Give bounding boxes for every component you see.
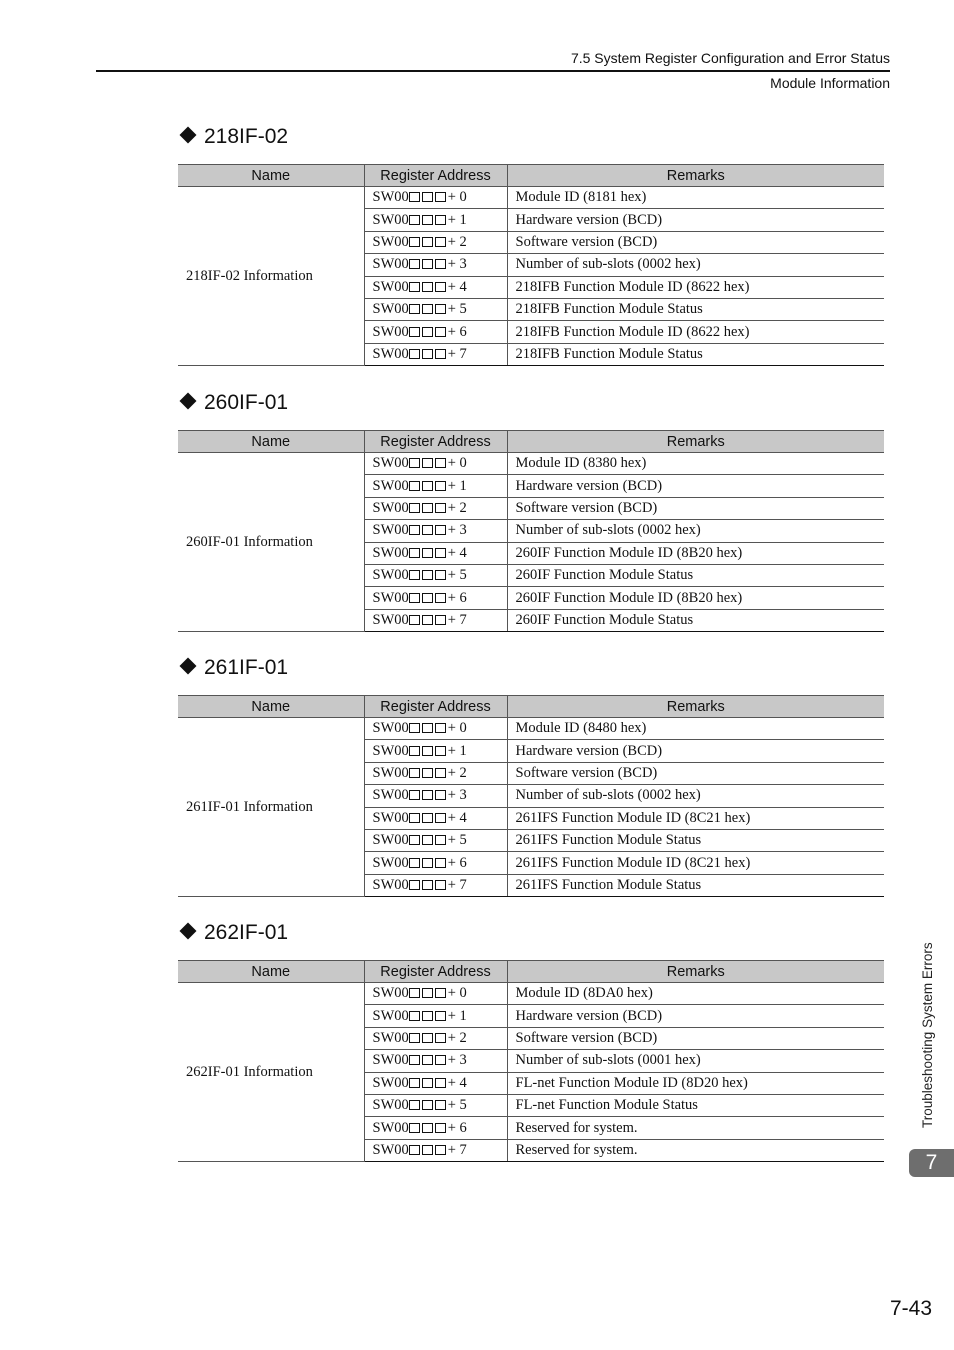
- address-prefix: SW00: [372, 455, 409, 472]
- placeholder-box-icon: [422, 615, 433, 625]
- placeholder-box-icon: [435, 813, 446, 823]
- address-offset: + 1: [447, 742, 467, 759]
- placeholder-box-icon: [435, 349, 446, 359]
- table-header-row: [178, 961, 884, 983]
- placeholder-box-icon: [422, 1145, 433, 1155]
- remarks-cell: 260IF Function Module Status: [507, 564, 884, 586]
- address-prefix: SW00: [372, 1119, 409, 1136]
- address-prefix: SW00: [372, 1074, 409, 1091]
- address-prefix: SW00: [372, 742, 409, 759]
- register-section: [178, 653, 884, 897]
- placeholder-box-icon: [422, 481, 433, 491]
- placeholder-box-icon: [422, 988, 433, 998]
- register-address-cell: [364, 321, 507, 343]
- address-prefix: SW00: [372, 256, 409, 273]
- placeholder-box-icon: [435, 548, 446, 558]
- address-prefix: SW00: [372, 1097, 409, 1114]
- placeholder-box-icon: [422, 1100, 433, 1110]
- remarks-column-header: Remarks: [507, 961, 884, 983]
- remarks-cell: Module ID (8480 hex): [507, 718, 884, 740]
- register-address-cell: [364, 564, 507, 586]
- placeholder-box-icon: [435, 525, 446, 535]
- placeholder-box-icon: [409, 746, 420, 756]
- header-subsection-title: Module Information: [770, 75, 890, 91]
- remarks-cell: FL-net Function Module ID (8D20 hex): [507, 1072, 884, 1094]
- section-title: 260IF-01: [204, 391, 289, 414]
- remarks-cell: Number of sub-slots (0002 hex): [507, 520, 884, 542]
- remarks-cell: Reserved for system.: [507, 1139, 884, 1161]
- placeholder-box-icon: [422, 1033, 433, 1043]
- remarks-cell: Module ID (8380 hex): [507, 453, 884, 475]
- register-address-cell: [364, 740, 507, 762]
- address-prefix: SW00: [372, 854, 409, 871]
- placeholder-box-icon: [409, 327, 420, 337]
- placeholder-box-icon: [422, 327, 433, 337]
- table-row: [178, 453, 884, 475]
- register-table: [178, 164, 884, 366]
- register-address-cell: [364, 785, 507, 807]
- placeholder-box-icon: [422, 813, 433, 823]
- address-prefix: SW00: [372, 985, 409, 1002]
- register-address-cell: [364, 852, 507, 874]
- placeholder-box-icon: [435, 593, 446, 603]
- placeholder-box-icon: [409, 349, 420, 359]
- placeholder-box-icon: [409, 259, 420, 269]
- name-column-header: Name: [178, 696, 364, 718]
- placeholder-box-icon: [422, 215, 433, 225]
- register-address-cell: [364, 807, 507, 829]
- remarks-cell: Software version (BCD): [507, 231, 884, 253]
- address-prefix: SW00: [372, 189, 409, 206]
- placeholder-box-icon: [435, 304, 446, 314]
- register-address-cell: [364, 343, 507, 365]
- placeholder-box-icon: [435, 880, 446, 890]
- address-offset: + 7: [447, 1141, 467, 1158]
- placeholder-box-icon: [435, 746, 446, 756]
- placeholder-box-icon: [409, 503, 420, 513]
- address-prefix: SW00: [372, 211, 409, 228]
- address-offset: + 3: [447, 522, 467, 539]
- placeholder-box-icon: [435, 1123, 446, 1133]
- address-offset: + 7: [447, 876, 467, 893]
- placeholder-box-icon: [435, 723, 446, 733]
- address-prefix: SW00: [372, 567, 409, 584]
- register-address-cell: [364, 1117, 507, 1139]
- placeholder-box-icon: [409, 768, 420, 778]
- placeholder-box-icon: [435, 327, 446, 337]
- placeholder-box-icon: [409, 570, 420, 580]
- table-row: [178, 187, 884, 209]
- address-offset: + 2: [447, 1029, 467, 1046]
- placeholder-box-icon: [422, 723, 433, 733]
- placeholder-box-icon: [409, 525, 420, 535]
- address-prefix: SW00: [372, 233, 409, 250]
- placeholder-box-icon: [435, 259, 446, 269]
- placeholder-box-icon: [409, 1055, 420, 1065]
- placeholder-box-icon: [435, 1078, 446, 1088]
- placeholder-box-icon: [409, 282, 420, 292]
- remarks-cell: Software version (BCD): [507, 497, 884, 519]
- address-offset: + 1: [447, 477, 467, 494]
- register-address-cell: [364, 298, 507, 320]
- remarks-cell: Reserved for system.: [507, 1117, 884, 1139]
- register-address-cell: [364, 231, 507, 253]
- placeholder-box-icon: [422, 259, 433, 269]
- chapter-side-label: Troubleshooting System Errors: [920, 942, 935, 1128]
- address-offset: + 6: [447, 854, 467, 871]
- remarks-cell: 260IF Function Module Status: [507, 609, 884, 631]
- placeholder-box-icon: [435, 215, 446, 225]
- address-offset: + 4: [447, 544, 467, 561]
- register-address-cell: [364, 1072, 507, 1094]
- section-heading: [178, 122, 884, 152]
- remarks-cell: Hardware version (BCD): [507, 740, 884, 762]
- register-table: [178, 960, 884, 1162]
- address-prefix: SW00: [372, 611, 409, 628]
- remarks-cell: 261IFS Function Module Status: [507, 829, 884, 851]
- address-offset: + 6: [447, 323, 467, 340]
- section-title: 218IF-02: [204, 125, 289, 148]
- placeholder-box-icon: [409, 835, 420, 845]
- register-section: [178, 122, 884, 366]
- placeholder-box-icon: [422, 880, 433, 890]
- remarks-cell: FL-net Function Module Status: [507, 1094, 884, 1116]
- address-offset: + 4: [447, 278, 467, 295]
- placeholder-box-icon: [435, 481, 446, 491]
- name-column-header: Name: [178, 165, 364, 187]
- module-name-cell: 262IF-01 Information: [178, 983, 364, 1162]
- placeholder-box-icon: [422, 1123, 433, 1133]
- header-section-title: 7.5 System Register Configuration and Error Status: [570, 50, 890, 66]
- remarks-cell: Software version (BCD): [507, 762, 884, 784]
- address-prefix: SW00: [372, 1052, 409, 1069]
- address-offset: + 2: [447, 233, 467, 250]
- address-offset: + 0: [447, 189, 467, 206]
- address-prefix: SW00: [372, 1029, 409, 1046]
- remarks-cell: Hardware version (BCD): [507, 209, 884, 231]
- address-offset: + 3: [447, 787, 467, 804]
- address-prefix: SW00: [372, 764, 409, 781]
- register-address-cell: [364, 475, 507, 497]
- placeholder-box-icon: [422, 790, 433, 800]
- remarks-cell: Hardware version (BCD): [507, 475, 884, 497]
- address-offset: + 3: [447, 256, 467, 273]
- placeholder-box-icon: [435, 615, 446, 625]
- remarks-cell: 218IFB Function Module ID (8622 hex): [507, 321, 884, 343]
- remarks-cell: 261IFS Function Module ID (8C21 hex): [507, 807, 884, 829]
- section-title: 262IF-01: [204, 921, 289, 944]
- placeholder-box-icon: [435, 858, 446, 868]
- placeholder-box-icon: [435, 237, 446, 247]
- address-prefix: SW00: [372, 876, 409, 893]
- register-address-column-header: Register Address: [364, 696, 507, 718]
- placeholder-box-icon: [422, 548, 433, 558]
- diamond-bullet-icon: [180, 127, 197, 144]
- placeholder-box-icon: [409, 880, 420, 890]
- placeholder-box-icon: [409, 1033, 420, 1043]
- section-title: 261IF-01: [204, 656, 289, 679]
- placeholder-box-icon: [422, 282, 433, 292]
- placeholder-box-icon: [435, 790, 446, 800]
- register-address-cell: [364, 1027, 507, 1049]
- page-number: 7-43: [889, 1297, 932, 1320]
- placeholder-box-icon: [409, 458, 420, 468]
- placeholder-box-icon: [435, 835, 446, 845]
- placeholder-box-icon: [422, 237, 433, 247]
- name-column-header: Name: [178, 431, 364, 453]
- address-offset: + 2: [447, 499, 467, 516]
- remarks-cell: 261IFS Function Module ID (8C21 hex): [507, 852, 884, 874]
- address-prefix: SW00: [372, 323, 409, 340]
- placeholder-box-icon: [435, 1100, 446, 1110]
- register-address-column-header: Register Address: [364, 961, 507, 983]
- placeholder-box-icon: [422, 1011, 433, 1021]
- register-address-cell: [364, 187, 507, 209]
- table-header-row: [178, 165, 884, 187]
- placeholder-box-icon: [435, 503, 446, 513]
- module-name-cell: 261IF-01 Information: [178, 718, 364, 897]
- placeholder-box-icon: [422, 593, 433, 603]
- address-offset: + 4: [447, 809, 467, 826]
- placeholder-box-icon: [435, 768, 446, 778]
- placeholder-box-icon: [422, 858, 433, 868]
- remarks-cell: Hardware version (BCD): [507, 1005, 884, 1027]
- name-column-header: Name: [178, 961, 364, 983]
- address-offset: + 5: [447, 567, 467, 584]
- placeholder-box-icon: [435, 458, 446, 468]
- remarks-cell: 218IFB Function Module Status: [507, 343, 884, 365]
- header-rule: [96, 70, 890, 72]
- address-prefix: SW00: [372, 278, 409, 295]
- table-header-row: [178, 431, 884, 453]
- address-offset: + 6: [447, 1119, 467, 1136]
- register-address-cell: [364, 520, 507, 542]
- remarks-cell: Software version (BCD): [507, 1027, 884, 1049]
- address-prefix: SW00: [372, 589, 409, 606]
- address-prefix: SW00: [372, 301, 409, 318]
- address-prefix: SW00: [372, 832, 409, 849]
- register-address-cell: [364, 874, 507, 896]
- placeholder-box-icon: [409, 858, 420, 868]
- register-address-cell: [364, 453, 507, 475]
- register-address-cell: [364, 1005, 507, 1027]
- address-prefix: SW00: [372, 1007, 409, 1024]
- remarks-cell: 260IF Function Module ID (8B20 hex): [507, 542, 884, 564]
- remarks-cell: 218IFB Function Module ID (8622 hex): [507, 276, 884, 298]
- placeholder-box-icon: [409, 1123, 420, 1133]
- placeholder-box-icon: [409, 481, 420, 491]
- placeholder-box-icon: [435, 988, 446, 998]
- register-address-cell: [364, 587, 507, 609]
- remarks-column-header: Remarks: [507, 696, 884, 718]
- address-offset: + 6: [447, 589, 467, 606]
- address-offset: + 4: [447, 1074, 467, 1091]
- address-offset: + 0: [447, 720, 467, 737]
- placeholder-box-icon: [422, 458, 433, 468]
- placeholder-box-icon: [409, 1078, 420, 1088]
- placeholder-box-icon: [409, 1011, 420, 1021]
- remarks-cell: Module ID (8181 hex): [507, 187, 884, 209]
- placeholder-box-icon: [435, 1055, 446, 1065]
- address-offset: + 5: [447, 301, 467, 318]
- section-heading: [178, 388, 884, 418]
- address-offset: + 3: [447, 1052, 467, 1069]
- address-offset: + 1: [447, 1007, 467, 1024]
- diamond-bullet-icon: [180, 393, 197, 410]
- placeholder-box-icon: [435, 570, 446, 580]
- address-offset: + 0: [447, 985, 467, 1002]
- register-address-cell: [364, 829, 507, 851]
- address-offset: + 7: [447, 611, 467, 628]
- remarks-cell: 260IF Function Module ID (8B20 hex): [507, 587, 884, 609]
- placeholder-box-icon: [422, 525, 433, 535]
- placeholder-box-icon: [435, 1033, 446, 1043]
- register-address-cell: [364, 1094, 507, 1116]
- placeholder-box-icon: [409, 1100, 420, 1110]
- table-row: [178, 983, 884, 1005]
- register-address-column-header: Register Address: [364, 431, 507, 453]
- address-offset: + 1: [447, 211, 467, 228]
- remarks-cell: Module ID (8DA0 hex): [507, 983, 884, 1005]
- remarks-cell: Number of sub-slots (0001 hex): [507, 1050, 884, 1072]
- placeholder-box-icon: [422, 746, 433, 756]
- table-header-row: [178, 696, 884, 718]
- diamond-bullet-icon: [180, 658, 197, 675]
- placeholder-box-icon: [409, 192, 420, 202]
- placeholder-box-icon: [422, 835, 433, 845]
- address-offset: + 0: [447, 455, 467, 472]
- address-prefix: SW00: [372, 787, 409, 804]
- remarks-cell: Number of sub-slots (0002 hex): [507, 254, 884, 276]
- address-prefix: SW00: [372, 544, 409, 561]
- placeholder-box-icon: [422, 503, 433, 513]
- register-address-cell: [364, 1050, 507, 1072]
- register-address-cell: [364, 762, 507, 784]
- remarks-cell: 218IFB Function Module Status: [507, 298, 884, 320]
- placeholder-box-icon: [409, 988, 420, 998]
- placeholder-box-icon: [422, 1055, 433, 1065]
- register-address-cell: [364, 609, 507, 631]
- placeholder-box-icon: [409, 215, 420, 225]
- placeholder-box-icon: [422, 349, 433, 359]
- placeholder-box-icon: [422, 192, 433, 202]
- address-offset: + 2: [447, 764, 467, 781]
- section-heading: [178, 653, 884, 683]
- register-address-cell: [364, 542, 507, 564]
- register-address-column-header: Register Address: [364, 165, 507, 187]
- section-heading: [178, 918, 884, 948]
- remarks-cell: Number of sub-slots (0002 hex): [507, 785, 884, 807]
- placeholder-box-icon: [435, 1011, 446, 1021]
- address-prefix: SW00: [372, 522, 409, 539]
- table-row: [178, 718, 884, 740]
- placeholder-box-icon: [409, 304, 420, 314]
- placeholder-box-icon: [409, 723, 420, 733]
- address-prefix: SW00: [372, 499, 409, 516]
- placeholder-box-icon: [409, 237, 420, 247]
- placeholder-box-icon: [422, 304, 433, 314]
- chapter-tab: 7: [909, 1149, 954, 1177]
- placeholder-box-icon: [422, 768, 433, 778]
- placeholder-box-icon: [435, 192, 446, 202]
- address-prefix: SW00: [372, 720, 409, 737]
- register-address-cell: [364, 497, 507, 519]
- register-section: [178, 918, 884, 1162]
- register-address-cell: [364, 254, 507, 276]
- placeholder-box-icon: [409, 1145, 420, 1155]
- register-address-cell: [364, 983, 507, 1005]
- address-prefix: SW00: [372, 345, 409, 362]
- module-name-cell: 260IF-01 Information: [178, 453, 364, 632]
- address-prefix: SW00: [372, 477, 409, 494]
- placeholder-box-icon: [435, 282, 446, 292]
- address-offset: + 5: [447, 1097, 467, 1114]
- remarks-column-header: Remarks: [507, 165, 884, 187]
- address-prefix: SW00: [372, 1141, 409, 1158]
- placeholder-box-icon: [409, 548, 420, 558]
- register-address-cell: [364, 1139, 507, 1161]
- register-address-cell: [364, 718, 507, 740]
- placeholder-box-icon: [409, 615, 420, 625]
- register-section: [178, 388, 884, 632]
- placeholder-box-icon: [422, 570, 433, 580]
- address-offset: + 5: [447, 832, 467, 849]
- module-name-cell: 218IF-02 Information: [178, 187, 364, 366]
- placeholder-box-icon: [409, 593, 420, 603]
- address-prefix: SW00: [372, 809, 409, 826]
- remarks-cell: 261IFS Function Module Status: [507, 874, 884, 896]
- diamond-bullet-icon: [180, 923, 197, 940]
- register-address-cell: [364, 209, 507, 231]
- placeholder-box-icon: [409, 790, 420, 800]
- register-address-cell: [364, 276, 507, 298]
- placeholder-box-icon: [422, 1078, 433, 1088]
- placeholder-box-icon: [435, 1145, 446, 1155]
- register-table: [178, 695, 884, 897]
- remarks-column-header: Remarks: [507, 431, 884, 453]
- address-offset: + 7: [447, 345, 467, 362]
- register-table: [178, 430, 884, 632]
- placeholder-box-icon: [409, 813, 420, 823]
